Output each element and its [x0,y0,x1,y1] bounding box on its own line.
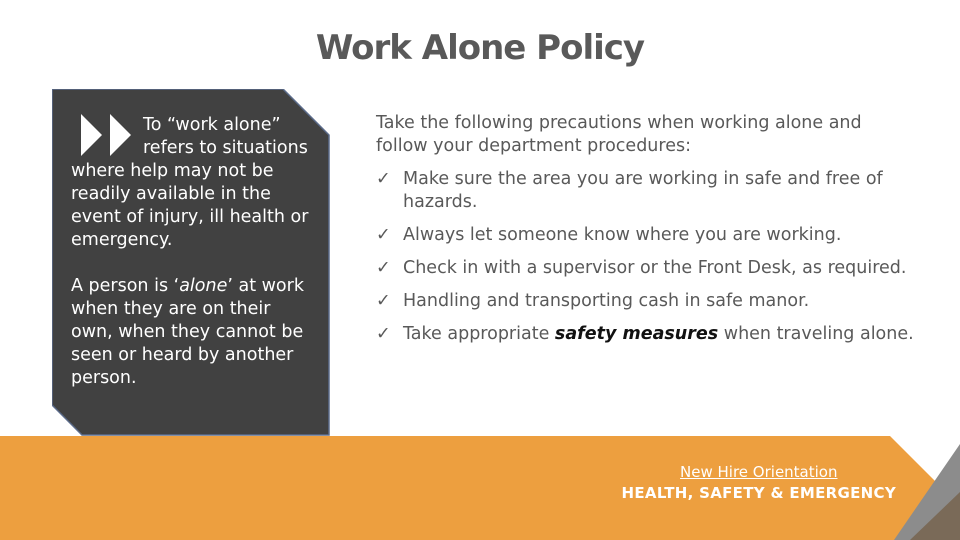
slide-title: Work Alone Policy [315,28,645,68]
checkmark-icon: ✓ [376,258,391,278]
checkmark-icon: ✓ [376,291,391,311]
alone-definition: A person is ‘alone’ at work when they are on their own, when they cannot be seen or heard by another person. [71,276,304,388]
footer-band [0,436,960,540]
precautions-list [376,168,916,346]
checkmark-icon: ✓ [376,169,391,189]
double-play-icon [79,114,135,156]
safety-measures-emphasis: safety measures [554,324,719,344]
definition-panel [52,89,330,436]
precautions-intro: Take the following precautions when working alone and follow your department procedures: [376,113,862,156]
list-item: ✓ Take appropriate safety measures when traveling alone. [376,324,914,344]
checkmark-icon: ✓ [376,324,391,344]
list-item: ✓ Make sure the area you are working in safe and free of hazards. [376,169,883,212]
new-hire-orientation-link[interactable]: New Hire Orientation [680,463,838,481]
footer-subtitle: HEALTH, SAFETY & EMERGENCY [621,484,896,502]
checkmark-icon: ✓ [376,225,391,245]
list-item: ✓ Handling and transporting cash in safe manor. [376,291,810,311]
precautions-section [376,112,916,356]
work-alone-definition: To “work alone” refers to situations where help may not be readily available in the event of injury, ill health or emergency. [71,115,309,250]
alone-emphasis: alone [179,276,228,296]
list-item: ✓ Always let someone know where you are working. [376,225,842,245]
list-item: ✓ Check in with a supervisor or the Front Desk, as required. [376,258,907,278]
